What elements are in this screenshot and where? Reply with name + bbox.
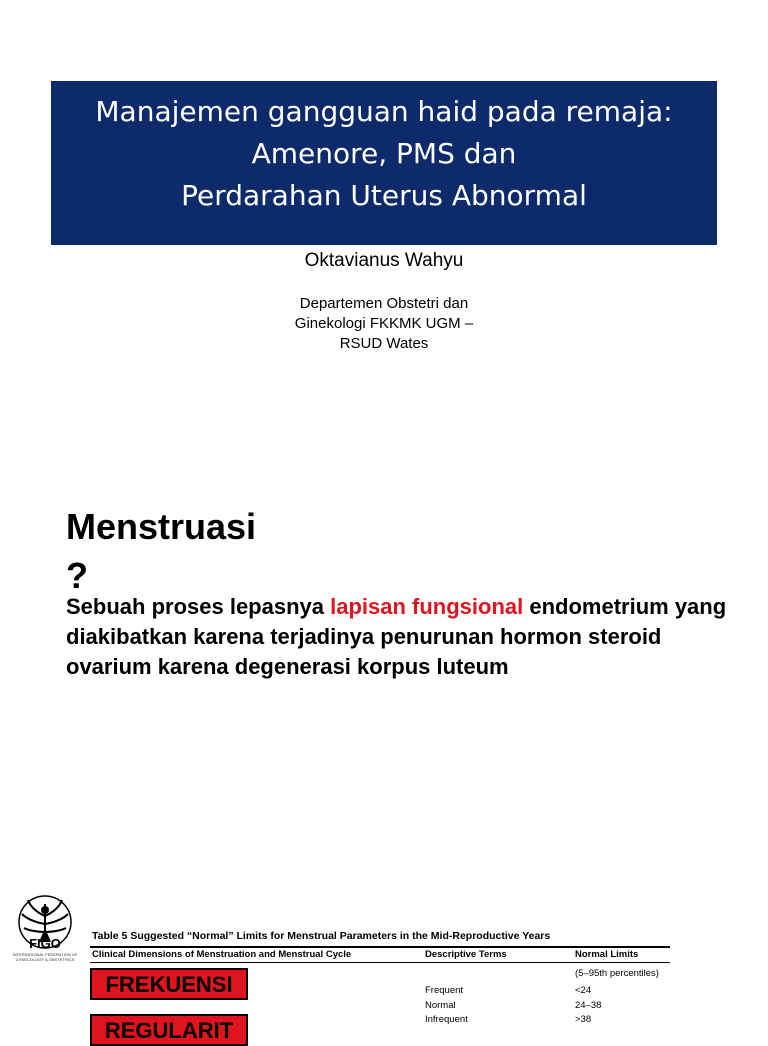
- frekuensi-tag: FREKUENSI: [90, 968, 248, 1000]
- figo-label: FIGO: [29, 936, 61, 951]
- definition-text: [66, 592, 746, 682]
- author-name: Oktavianus Wahyu: [304, 250, 464, 271]
- table-header-rule: [90, 962, 670, 963]
- table-top-rule: [90, 946, 670, 948]
- title-line-1: Manajemen gangguan haid pada remaja:: [95, 95, 673, 128]
- title-banner: [51, 81, 717, 245]
- figo-subtitle: INTERNATIONAL FEDERATION OF GYNECOLOGY & OBSTETRICS: [12, 952, 78, 962]
- title-line-2: Amenore, PMS dan: [251, 137, 517, 170]
- table-row-limit: >38: [575, 1014, 592, 1025]
- table-header-dimension: Clinical Dimensions of Menstruation and Menstrual Cycle: [92, 949, 352, 960]
- affiliation: [0, 294, 768, 354]
- table-row-term: Frequent: [425, 985, 464, 996]
- affiliation-line-1: Departemen Obstetri dan: [299, 295, 469, 312]
- affiliation-line-2: Ginekologi FKKMK UGM –: [294, 315, 474, 332]
- definition-before: Sebuah proses lepasnya: [66, 594, 331, 619]
- table-header-terms: Descriptive Terms: [425, 949, 507, 960]
- table-row-term: Normal: [425, 1000, 456, 1011]
- table-percentile-note: (5–95th percentiles): [575, 968, 659, 979]
- table-caption: Table 5 Suggested “Normal” Limits for Menstrual Parameters in the Mid-Reproductive Years: [92, 930, 551, 942]
- table-row-term: Infrequent: [425, 1014, 468, 1025]
- affiliation-line-3: RSUD Wates: [339, 335, 429, 352]
- definition-after: endometrium yang diakibatkan karena terjadinya penurunan hormon steroid ovarium karena degenerasi korpus luteum: [66, 594, 727, 679]
- question-mark: ?: [66, 555, 88, 596]
- section-heading: Menstruasi: [66, 506, 257, 547]
- title-line-3: Perdarahan Uterus Abnormal: [181, 179, 587, 212]
- definition-highlight: lapisan fungsional: [330, 594, 524, 619]
- table-row-limit: 24–38: [575, 1000, 602, 1011]
- regularitas-tag: REGULARIT: [90, 1014, 248, 1046]
- table-header-limits: Normal Limits: [575, 949, 639, 960]
- table-row-limit: <24: [575, 985, 592, 996]
